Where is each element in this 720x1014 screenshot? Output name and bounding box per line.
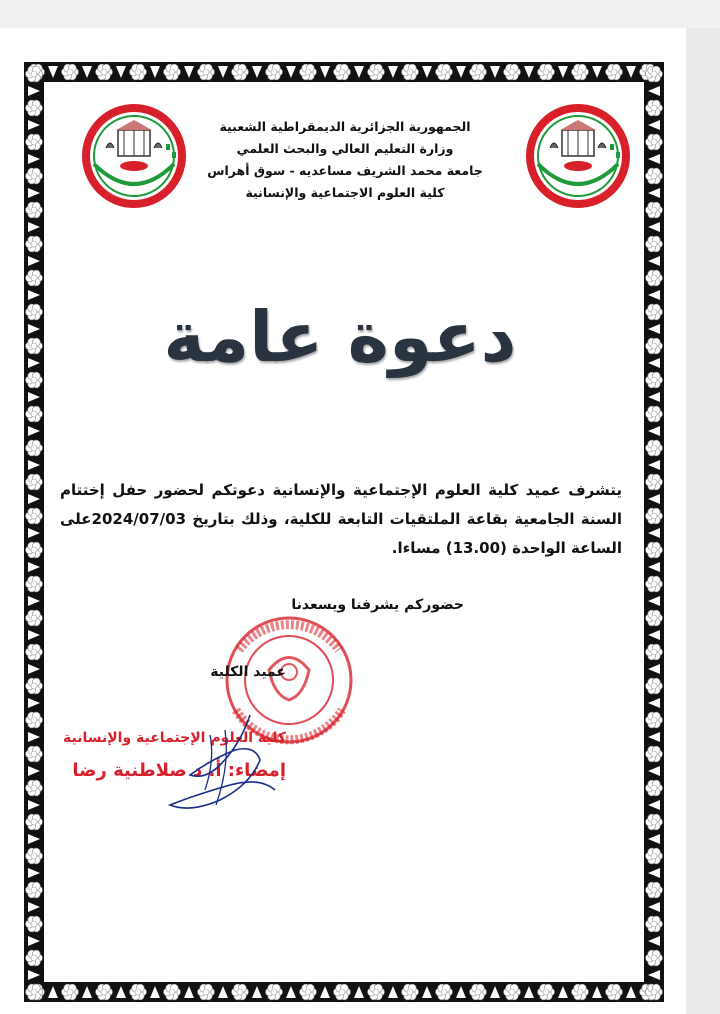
invitation-paragraph: يتشرف عميد كلية العلوم الإجتماعية والإنسانية دعوتكم لحضور حفل إختتام السنة الجامعية بقاعة الملتقيات التابعة للكلية، وذلك بتاريخ 2024/07/03على الساعة الواحدة (13.00) مساءا. <box>60 481 622 557</box>
screen-margin <box>686 28 720 1014</box>
stamp-faculty-line: كلية العلوم الإجتماعية والإنسانية <box>63 730 286 746</box>
closing-line: حضوركم يشرفنا ويسعدنا <box>291 597 464 613</box>
header-country: الجمهورية الجزائرية الديمقراطية الشعبية <box>219 119 471 134</box>
handwritten-signature-icon <box>150 705 290 825</box>
dean-title: عميد الكلية <box>210 664 286 680</box>
stamp-signatory-name: إمضاء: أ. د صلاطنية رضا <box>72 760 286 781</box>
letterhead <box>180 116 510 204</box>
header-ministry: وزارة التعليم العالي والبحث العلمي <box>236 141 454 156</box>
university-logo-right-icon <box>522 100 634 212</box>
document-title: دعوة عامة <box>163 296 517 378</box>
university-logo-left-icon <box>78 100 190 212</box>
header-faculty: كلية العلوم الاجتماعية والإنسانية <box>245 185 445 200</box>
header-university: جامعة محمد الشريف مساعديه - سوق أهراس <box>207 163 483 178</box>
